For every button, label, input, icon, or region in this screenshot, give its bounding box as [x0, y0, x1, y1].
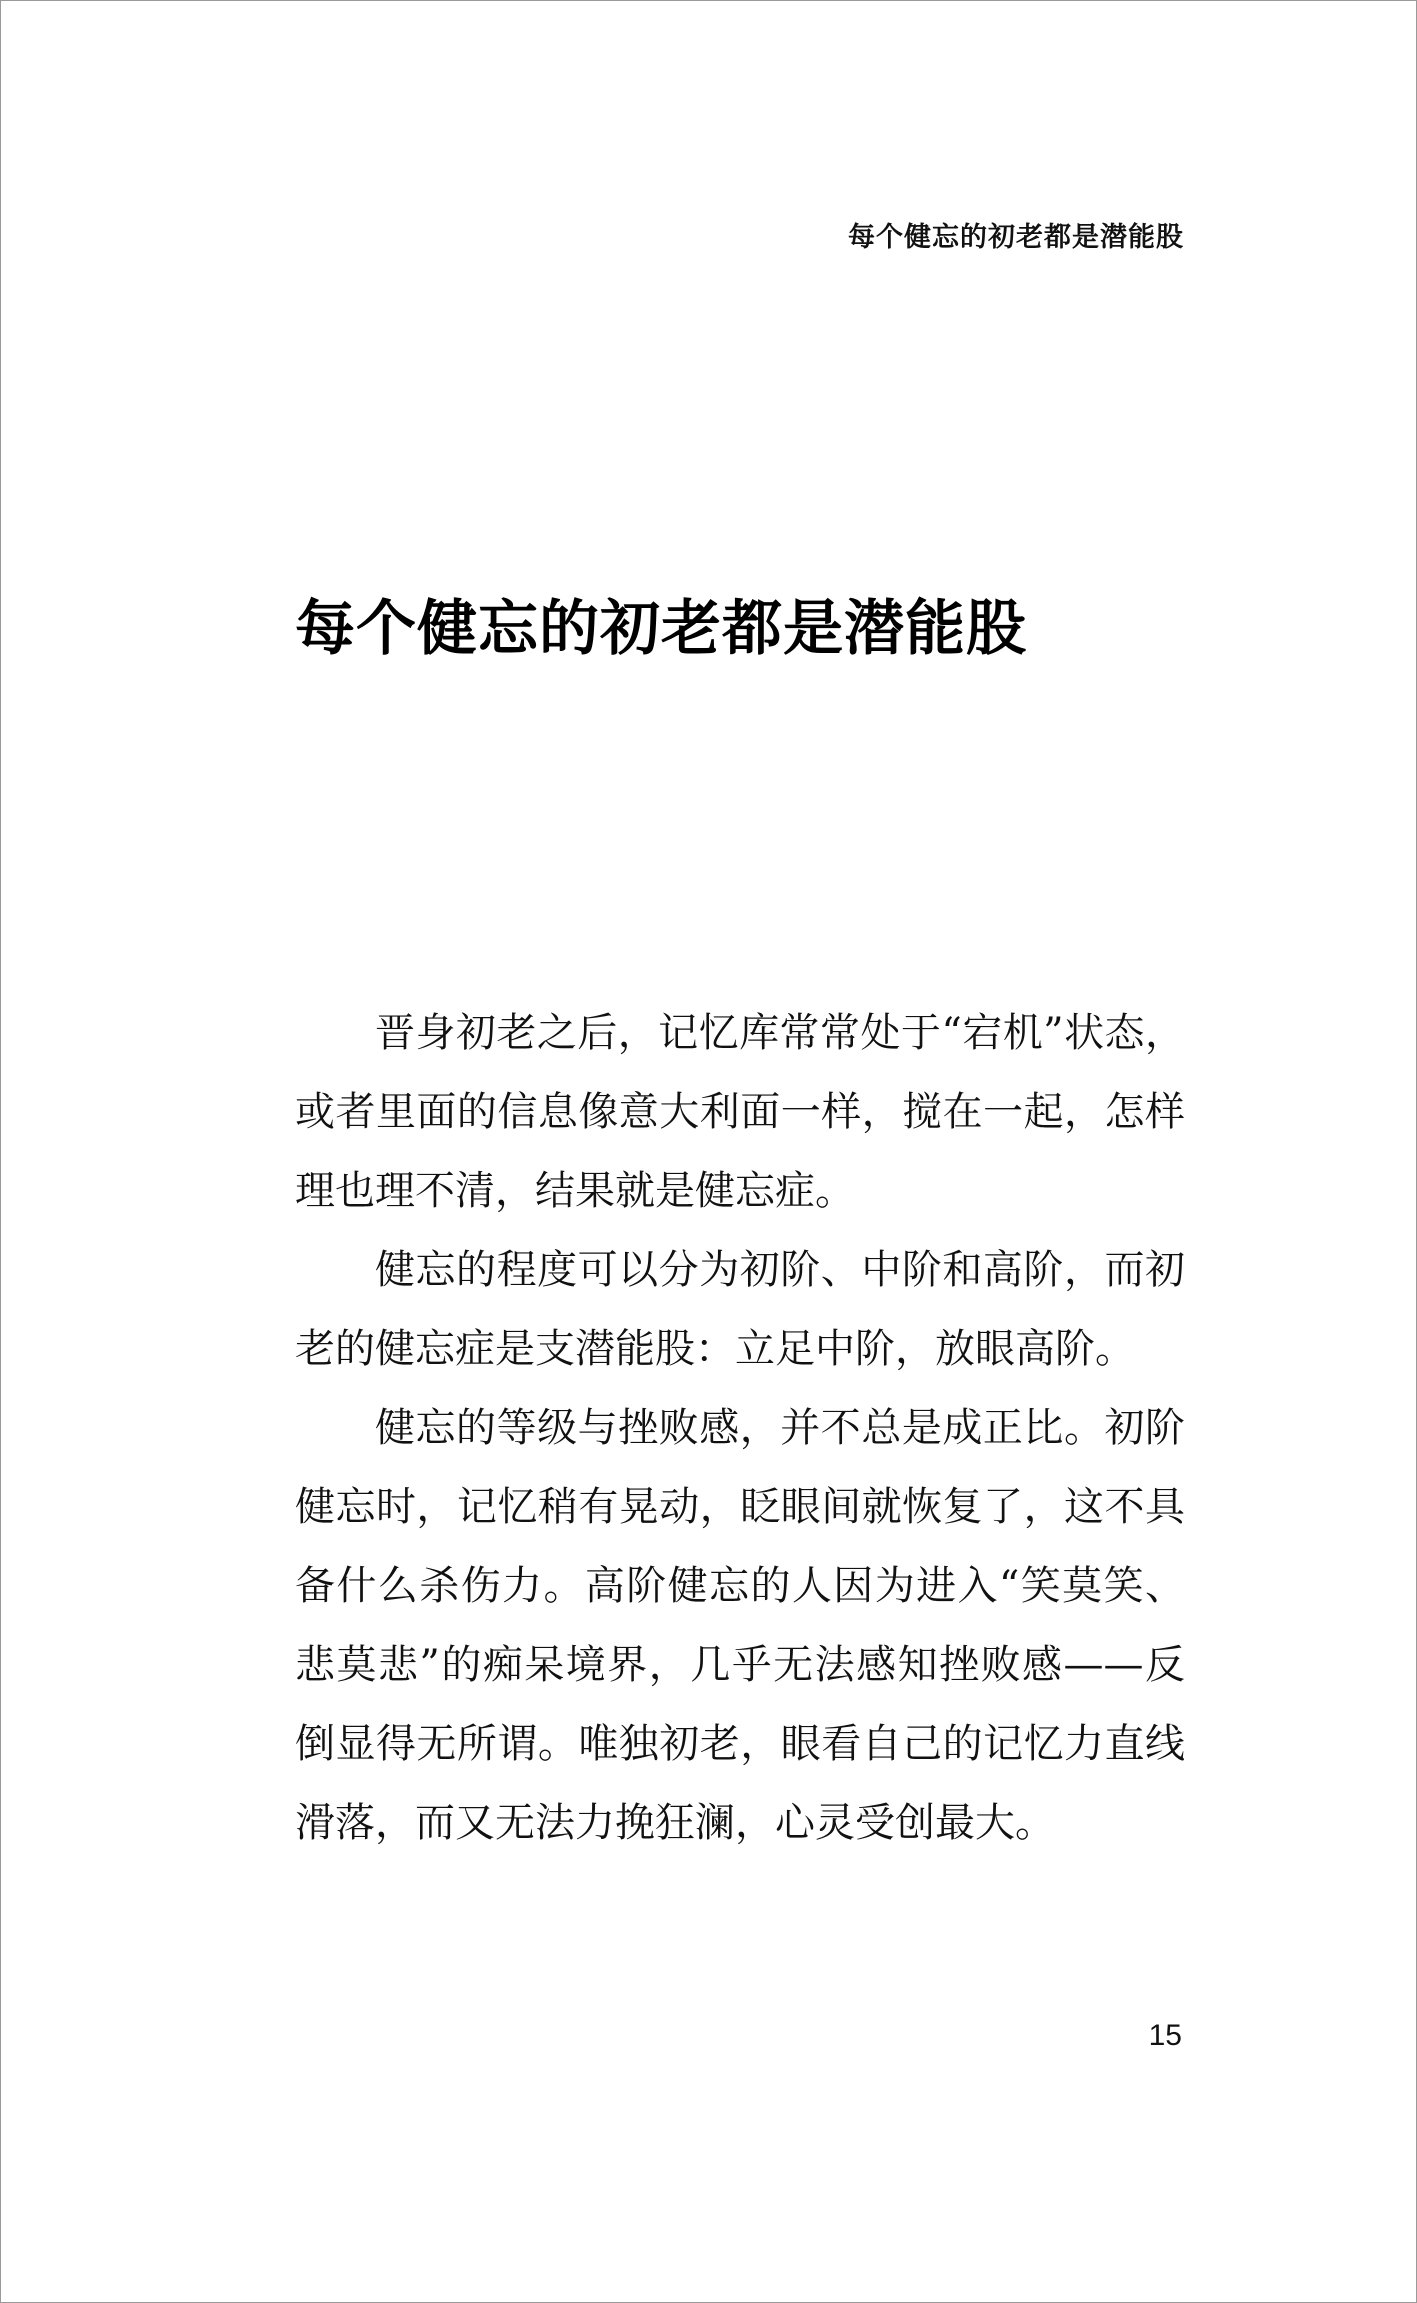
paragraph-2: 健忘的程度可以分为初阶、中阶和高阶，而初老的健忘症是支潜能股：立足中阶，放眼高阶。	[295, 1247, 1185, 1372]
paragraph-3: 健忘的等级与挫败感，并不总是成正比。初阶健忘时，记忆稍有晃动，眨眼间就恢复了，这不具备什么杀伤力。高阶健忘的人因为进入“笑莫笑、悲莫悲”的痴呆境界，几乎无法感知挫败感——反倒显得无所谓。唯独初老，眼看自己的记忆力直线滑落，而又无法力挽狂澜，心灵受创最大。	[295, 1405, 1185, 1846]
page-number: 15	[1148, 2019, 1182, 2052]
running-header: 每个健忘的初老都是潜能股	[848, 222, 1184, 253]
paragraph-1: 晋身初老之后，记忆库常常处于“宕机”状态，或者里面的信息像意大利面一样，搅在一起，怎样理也理不清，结果就是健忘症。	[295, 1010, 1185, 1214]
chapter-title: 每个健忘的初老都是潜能股	[295, 594, 1027, 664]
body-text	[295, 994, 1185, 1863]
